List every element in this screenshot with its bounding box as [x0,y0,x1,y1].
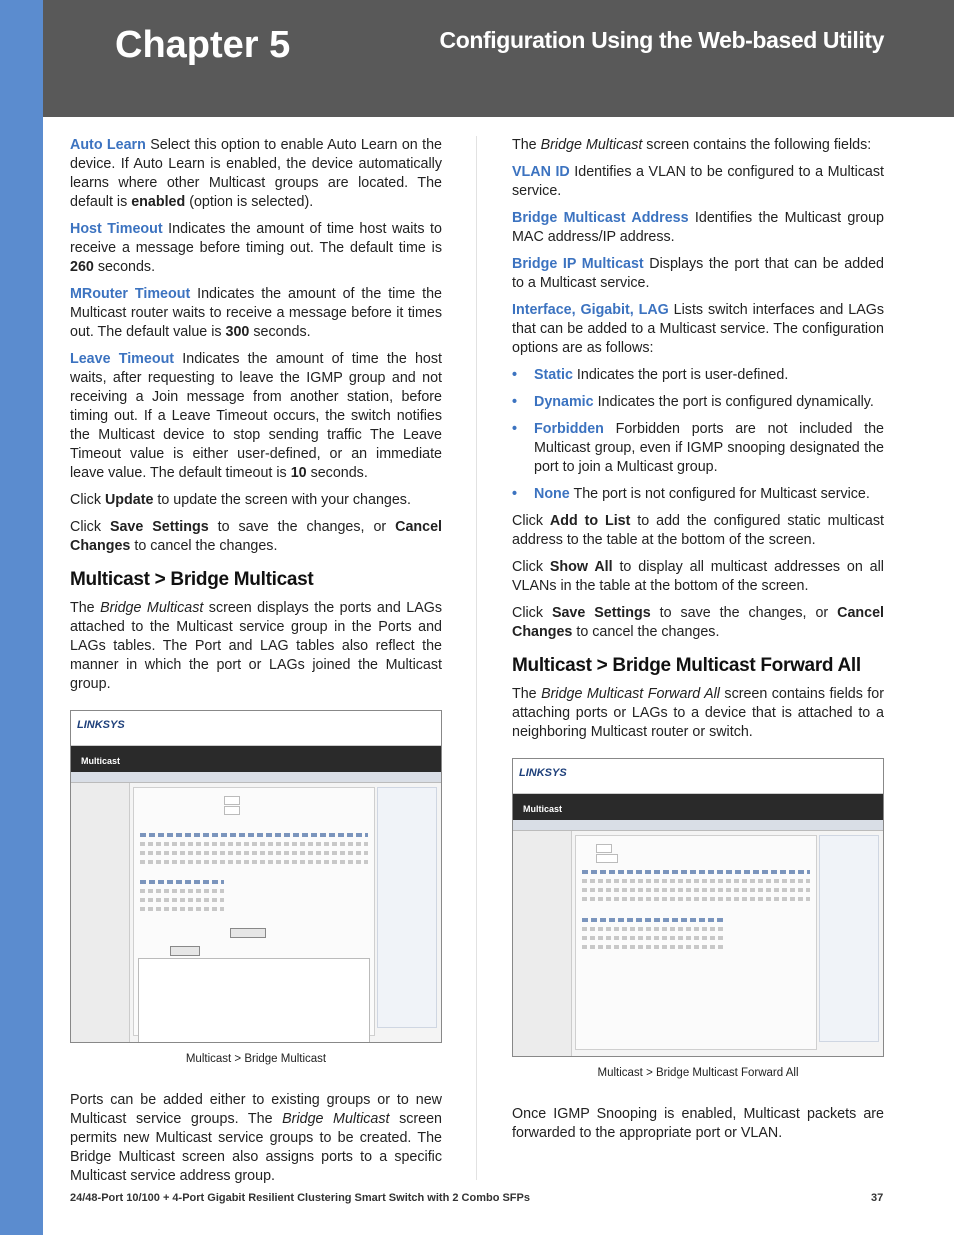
linksys-logo: LINKSYS [519,767,567,779]
bridge-multicast-intro: The Bridge Multicast screen displays the ports and LAGs attached to the Multicast service group in the Ports and LAGs tables. The Port and LAG tables also reflect the manner in which the port or LAGs joined the Multicast group. [70,600,442,692]
vlan-id-paragraph: VLAN ID Identifies a VLAN to be configured to a Multicast service. [512,164,884,199]
column-divider [476,136,477,1180]
right-column [512,136,884,1151]
linksys-logo: LINKSYS [77,719,125,731]
section-title: Configuration Using the Web-based Utility [439,27,884,53]
list-item: • None The port is not configured for Multicast service. [512,486,870,502]
heading-bridge-multicast-forward-all: Multicast > Bridge Multicast Forward All [512,655,861,676]
save-settings-paragraph-right: Click Save Settings to save the changes, or Cancel Changes to cancel the changes. [512,605,885,640]
term-host-timeout: Host Timeout [70,221,163,237]
host-timeout-paragraph: Host Timeout Indicates the amount of time host waits to receive a message before timing out. The default time is 260 seconds. [70,221,442,275]
term-auto-learn: Auto Learn [70,137,146,153]
heading-bridge-multicast: Multicast > Bridge Multicast [70,569,314,590]
leave-timeout-paragraph: Leave Timeout Indicates the amount of time the host waits, after requesting to leave the IGMP group and not receiving a Join message from another station, before timing out. If a Leave Timeout occurs, the switch notifies the Multicast device to stop sending traffic The Leave Timeout value is either user-defined, or an immediate leave value. The default timeout is 10 seconds. [70,351,443,481]
term-mrouter-timeout: MRouter Timeout [70,286,191,302]
term-vlan-id: VLAN ID [512,164,570,180]
auto-learn-paragraph: Auto Learn Select this option to enable Auto Learn on the device. If Auto Learn is enabled, the device automatically learns where other Multicast groups are located. The default is enabled (option is selected). [70,137,442,210]
figure-bridge-multicast [70,710,442,1069]
show-all-paragraph: Click Show All to display all multicast addresses on all VLANs in the table at the bottom of the screen. [512,559,884,594]
term-bridge-multicast-address: Bridge Multicast Address [512,210,689,226]
bridge-ip-multicast-paragraph: Bridge IP Multicast Displays the port that can be added to a Multicast service. [512,256,884,291]
chapter-header [43,0,954,117]
interface-paragraph: Interface, Gigabit, LAG Lists switch interfaces and LAGs that can be added to a Multicast service. The configuration options are as follows: [512,302,885,356]
forward-all-intro: The Bridge Multicast Forward All screen contains fields for attaching ports or LAGs to a device that is attached to a neighboring Multicast router or switch. [512,686,884,740]
chapter-title: Chapter 5 [115,24,291,66]
figure-caption: Multicast > Bridge Multicast Forward All [597,1067,799,1079]
screenshot-bridge-multicast-forward-all [512,758,884,1057]
term-bridge-ip-multicast: Bridge IP Multicast [512,256,644,272]
igmp-snooping-paragraph: Once IGMP Snooping is enabled, Multicast packets are forwarded to the appropriate port or VLAN. [512,1106,884,1141]
app-label: Multicast [523,804,563,814]
screenshot-bridge-multicast [70,710,442,1043]
bridge-multicast-address-paragraph: Bridge Multicast Address Identifies the Multicast group MAC address/IP address. [512,210,884,245]
page-number: 37 [871,1192,884,1204]
term-interface-gigabit-lag: Interface, Gigabit, LAG [512,302,669,318]
left-column [70,136,442,1194]
ports-added-paragraph: Ports can be added either to existing groups or to new Multicast service groups. The Bridge Multicast screen permits new Multicast service groups to be created. The Bridge Multicast screen also assigns ports to a specific Multicast service address group. [70,1092,442,1184]
list-item: • Forbidden Forbidden ports are not included the Multicast group, even if IGMP snooping designated the port to join a Multicast group. [512,421,884,475]
app-label: Multicast [81,756,121,766]
fields-intro: The Bridge Multicast screen contains the following fields: [512,137,872,153]
list-item: • Static Indicates the port is user-defined. [512,367,789,383]
mrouter-timeout-paragraph: MRouter Timeout Indicates the amount of the time the Multicast router waits to receive a message before it times out. The default value is 300 seconds. [70,286,442,340]
footer-product-name: 24/48-Port 10/100 + 4-Port Gigabit Resilient Clustering Smart Switch with 2 Combo SFPs [70,1192,530,1204]
save-settings-paragraph: Click Save Settings to save the changes, or Cancel Changes to cancel the changes. [70,519,443,554]
options-list [512,366,884,504]
figure-caption: Multicast > Bridge Multicast [185,1053,327,1065]
list-item: • Dynamic Indicates the port is configured dynamically. [512,394,874,410]
update-paragraph: Click Update to update the screen with your changes. [70,492,411,508]
add-to-list-paragraph: Click Add to List to add the configured static multicast address to the table at the bottom of the screen. [512,513,885,548]
left-color-band [0,0,43,1235]
figure-bridge-multicast-forward-all [512,758,884,1083]
term-leave-timeout: Leave Timeout [70,351,175,367]
